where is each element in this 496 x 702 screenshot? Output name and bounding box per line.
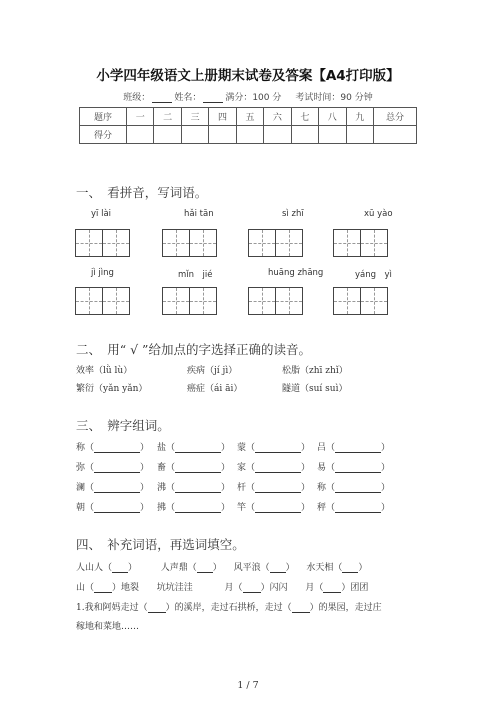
word-group-blank[interactable] — [175, 463, 221, 473]
idiom-blank[interactable] — [94, 583, 112, 593]
word-group-char: 澜 — [76, 483, 86, 493]
word-group-blank[interactable] — [255, 503, 301, 513]
word-group-blank[interactable] — [94, 443, 140, 453]
reading-word: 癌症 — [187, 384, 206, 394]
idiom-text: ） — [128, 563, 138, 573]
pinyin-label: huāng zhāng — [268, 268, 324, 278]
word-group-item: 秤（ ） — [317, 503, 391, 513]
idiom-line-2 — [76, 580, 368, 593]
word-group-item: 称（ ） — [317, 483, 391, 493]
reading-options[interactable]: （zhī zhǐ） — [300, 366, 348, 376]
word-group-item: 称（ ） — [76, 443, 150, 453]
score-header-cell: 九 — [346, 108, 374, 126]
score-header-cell: 八 — [319, 108, 346, 126]
word-group-char: 竿 — [237, 503, 247, 513]
word-group-char: 秤 — [317, 503, 327, 513]
idiom-text: ） — [285, 563, 295, 573]
reading-item — [187, 381, 242, 394]
class-label: 班级： — [123, 93, 151, 103]
pinyin-label: xū yào — [364, 209, 393, 219]
score-row-label: 得分 — [80, 126, 127, 144]
idiom-text: ）闪闪 — [260, 583, 288, 593]
word-group-char: 蒙 — [237, 443, 247, 453]
page-title: 小学四年级语文上册期末试卷及答案【A4打印版】 — [96, 68, 400, 84]
score-cell[interactable] — [374, 126, 417, 144]
pinyin-label: sì zhī — [282, 209, 304, 219]
idiom-text: 月（ — [305, 583, 324, 593]
exam-time: 考试时间：90 分钟 — [295, 93, 373, 103]
word-group-blank[interactable] — [335, 463, 381, 473]
idiom-blank[interactable] — [243, 583, 261, 593]
word-group-blank[interactable] — [175, 443, 221, 453]
score-table-header-row — [80, 108, 417, 126]
score-table-score-row — [80, 126, 417, 144]
reading-options[interactable]: （yǎn yǎn） — [94, 384, 148, 394]
sentence-text: ）的果园，走过庄 — [309, 603, 382, 613]
word-group-char: 称 — [76, 443, 86, 453]
idiom-text: ）地裂 — [112, 583, 140, 593]
idiom-blank[interactable] — [342, 563, 358, 573]
word-group-blank[interactable] — [335, 443, 381, 453]
score-cell[interactable] — [154, 126, 181, 144]
word-group-item: 沸（ ） — [157, 483, 231, 493]
word-group-item: 澜（ ） — [76, 483, 150, 493]
full-score: 满分：100 分 — [225, 93, 282, 103]
word-group-char: 杆 — [237, 483, 247, 493]
word-group-item: 杆（ ） — [237, 483, 311, 493]
fill-sentence — [76, 600, 382, 613]
word-group-item: 吕（ ） — [317, 443, 391, 453]
idiom-text: 人声鼎（ — [160, 563, 197, 573]
score-cell[interactable] — [319, 126, 346, 144]
page-number: 1 / 7 — [237, 680, 259, 691]
reading-word: 效率 — [76, 366, 95, 376]
idiom-line-1 — [76, 560, 367, 573]
idiom-text: ） — [358, 563, 368, 573]
score-cell[interactable] — [236, 126, 263, 144]
exam-info — [0, 90, 496, 103]
word-group-item: 拂（ ） — [157, 503, 231, 513]
writing-grid[interactable] — [162, 287, 216, 315]
reading-options[interactable]: （lǜ lù） — [94, 366, 133, 376]
writing-grid[interactable] — [75, 229, 129, 257]
word-group-blank[interactable] — [175, 503, 221, 513]
writing-grid[interactable] — [248, 287, 302, 315]
idiom-text: 风平浪（ — [233, 563, 270, 573]
idiom-blank[interactable] — [323, 583, 341, 593]
word-group-item: 朝（ ） — [76, 503, 150, 513]
score-header-cell: 二 — [154, 108, 181, 126]
section-2-heading: 二、 用“ √ ”给加点的字选择正确的读音。 — [76, 342, 311, 357]
idiom-text: 水天相（ — [306, 563, 343, 573]
word-group-blank[interactable] — [335, 503, 381, 513]
word-group-blank[interactable] — [94, 463, 140, 473]
reading-item — [282, 381, 347, 394]
score-cell[interactable] — [181, 126, 208, 144]
score-table — [79, 107, 417, 144]
reading-item — [187, 363, 237, 376]
word-group-blank[interactable] — [94, 503, 140, 513]
pinyin-label: hǎi tān — [184, 209, 214, 219]
reading-word: 疾病 — [187, 366, 206, 376]
sentence-text: ）的溪岸，走过石拱桥，走过（ — [165, 603, 292, 613]
score-cell[interactable] — [264, 126, 291, 144]
word-group-item: 弥（ ） — [76, 463, 150, 473]
pinyin-label: yī lài — [91, 209, 112, 219]
reading-word: 松脂 — [282, 366, 301, 376]
section-3-heading: 三、 辨字组词。 — [76, 418, 170, 433]
reading-item — [76, 381, 147, 394]
idiom-text: ） — [212, 563, 222, 573]
idiom-text: ）团团 — [341, 583, 369, 593]
word-group-char: 家 — [237, 463, 247, 473]
name-label: 姓名： — [174, 93, 202, 103]
score-header-cell: 题序 — [80, 108, 127, 126]
sentence-text: 1.我和阿妈走过（ — [76, 603, 148, 613]
pinyin-label: jì jìng — [91, 268, 114, 278]
word-group-char: 易 — [317, 463, 327, 473]
score-header-cell: 七 — [291, 108, 318, 126]
reading-options[interactable]: （jí jì） — [205, 366, 238, 376]
reading-word: 繁衍 — [76, 384, 95, 394]
score-header-cell: 四 — [209, 108, 236, 126]
word-group-blank[interactable] — [335, 483, 381, 493]
score-header-cell: 三 — [181, 108, 208, 126]
writing-grid[interactable] — [75, 287, 129, 315]
word-group-char: 称 — [317, 483, 327, 493]
word-group-item: 竿（ ） — [237, 503, 311, 513]
word-group-char: 弥 — [76, 463, 86, 473]
class-blank — [152, 93, 172, 103]
word-group-item: 畜（ ） — [157, 463, 231, 473]
word-group-blank[interactable] — [255, 483, 301, 493]
writing-grid[interactable] — [333, 229, 387, 257]
score-cell[interactable] — [127, 126, 154, 144]
reading-options[interactable]: （ái āi） — [205, 384, 243, 394]
word-group-blank[interactable] — [175, 483, 221, 493]
idiom-blank[interactable] — [112, 563, 128, 573]
word-group-char: 畜 — [157, 463, 167, 473]
reading-item — [282, 363, 348, 376]
word-group-item: 家（ ） — [237, 463, 311, 473]
word-group-blank[interactable] — [94, 483, 140, 493]
pinyin-label: yáng yì — [355, 270, 392, 280]
word-group-char: 拂 — [157, 503, 167, 513]
score-header-cell: 一 — [127, 108, 154, 126]
idiom-text: 坑坑洼洼 — [156, 583, 193, 593]
idiom-text: 山（ — [76, 583, 95, 593]
word-group-blank[interactable] — [255, 443, 301, 453]
idiom-text: 月（ — [224, 583, 243, 593]
word-group-item: 易（ ） — [317, 463, 391, 473]
score-cell[interactable] — [291, 126, 318, 144]
score-header-cell: 五 — [236, 108, 263, 126]
reading-word: 隧道 — [282, 384, 301, 394]
writing-grid[interactable] — [162, 229, 216, 257]
word-group-item: 蒙（ ） — [237, 443, 311, 453]
word-group-char: 朝 — [76, 503, 86, 513]
name-blank — [203, 93, 223, 103]
pinyin-label: mǐn jié — [178, 270, 213, 280]
word-group-item: 盐（ ） — [157, 443, 231, 453]
section-1-heading: 一、 看拼音，写词语。 — [76, 185, 208, 200]
idiom-blank[interactable] — [270, 563, 286, 573]
idiom-text: 人山人（ — [76, 563, 113, 573]
reading-options[interactable]: （suí suì） — [300, 384, 348, 394]
section-4-heading: 四、 补充词语，再选词填空。 — [76, 537, 245, 552]
word-group-blank[interactable] — [255, 463, 301, 473]
fill-sentence-continued: 稼地和菜地…… — [76, 622, 140, 632]
sentence-blank[interactable] — [292, 603, 310, 613]
score-cell[interactable] — [209, 126, 236, 144]
writing-grid[interactable] — [248, 229, 302, 257]
score-header-cell: 总分 — [374, 108, 417, 126]
word-group-char: 盐 — [157, 443, 167, 453]
sentence-blank[interactable] — [148, 603, 166, 613]
score-cell[interactable] — [346, 126, 374, 144]
writing-grid[interactable] — [333, 287, 387, 315]
idiom-blank[interactable] — [197, 563, 213, 573]
score-header-cell: 六 — [264, 108, 291, 126]
word-group-char: 沸 — [157, 483, 167, 493]
reading-item — [76, 363, 132, 376]
word-group-char: 吕 — [317, 443, 327, 453]
